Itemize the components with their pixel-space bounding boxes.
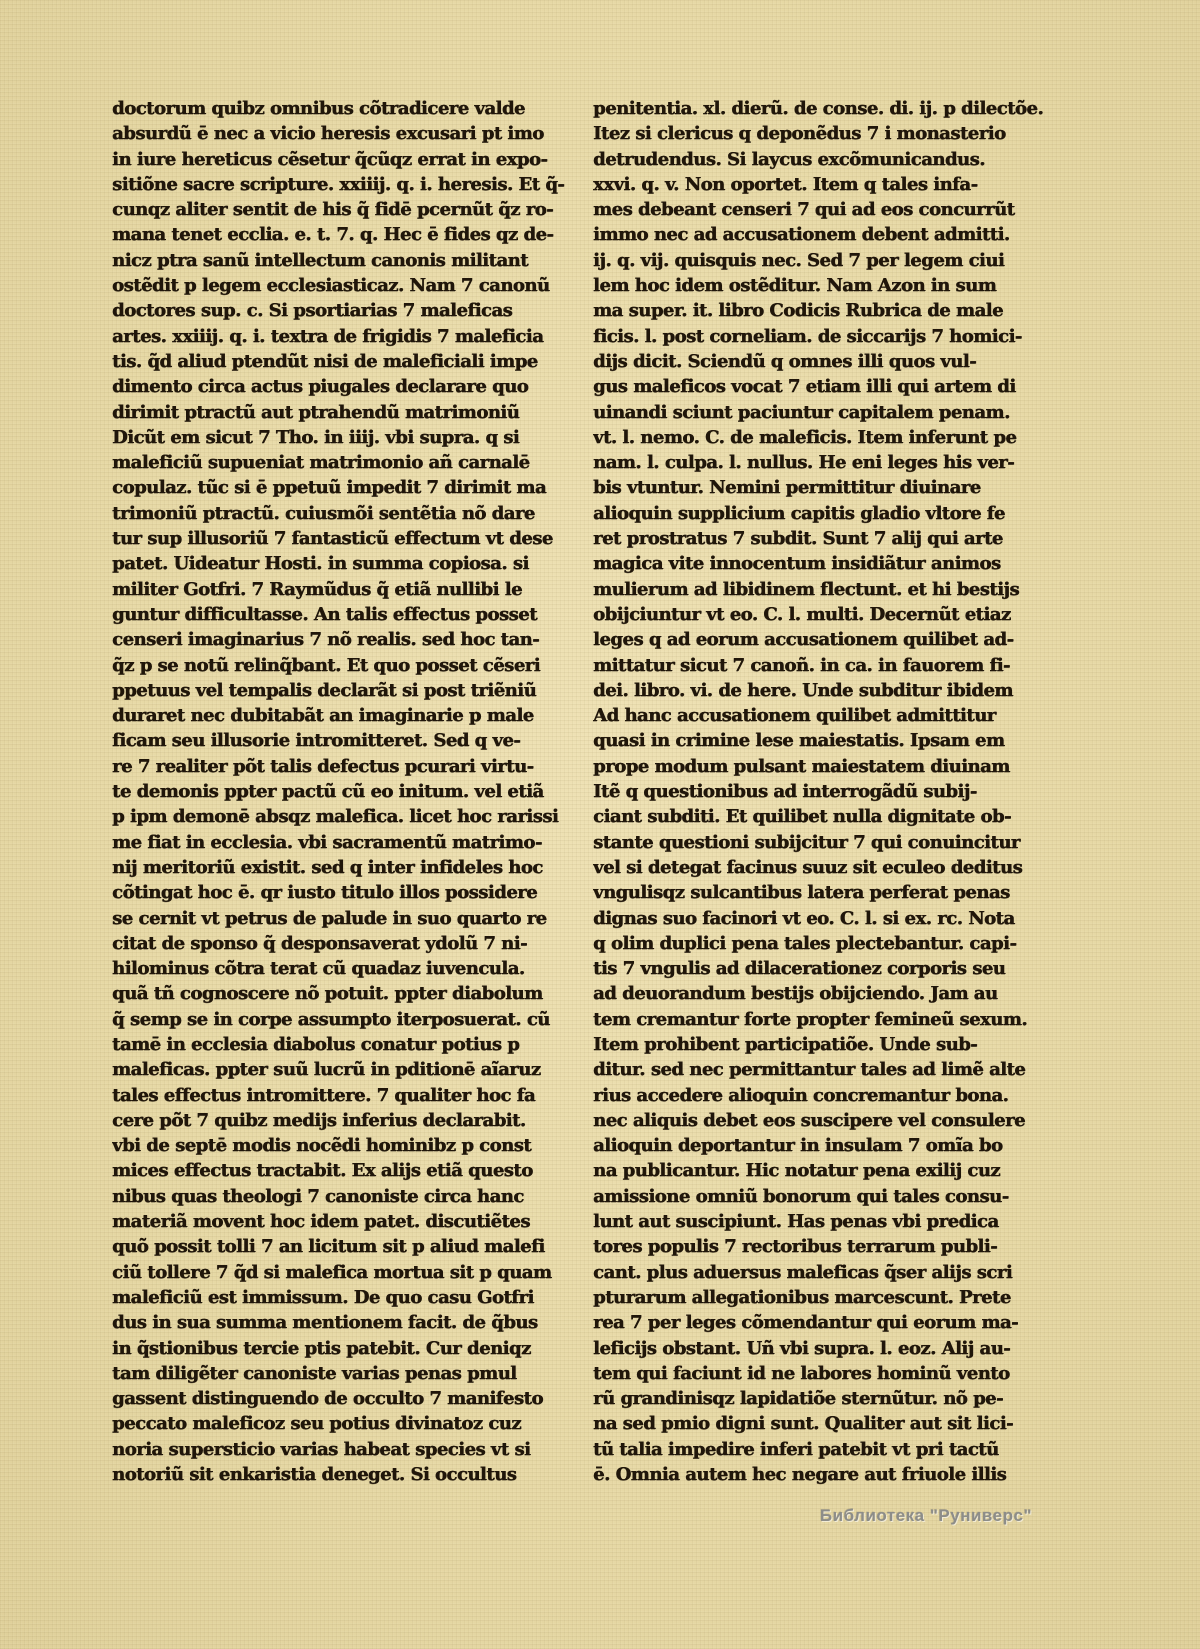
- text-line: gassent distinguendo de occulto 7 manifesto: [112, 1388, 543, 1410]
- text-line: notoriũ sit enkaristia deneget. Si occultus: [112, 1464, 517, 1486]
- text-line: cere põt 7 quibz medijs inferius declarabit.: [112, 1109, 526, 1131]
- text-line: ppetuus vel tempalis declarãt si post triẽniũ: [112, 679, 537, 701]
- text-line: na sed pmio digni sunt. Qualiter aut sit lici-: [593, 1413, 1014, 1435]
- text-line: dignas suo facinori vt eo. C. l. si ex. rc. Nota: [593, 907, 1015, 929]
- text-line: magica vite innocentum insidiãtur animos: [593, 553, 1001, 575]
- text-block: [112, 96, 1046, 1487]
- text-line: censeri imaginarius 7 nõ realis. sed hoc tan-: [112, 629, 540, 651]
- text-line: tores populis 7 rectoribus terrarum publi-: [593, 1236, 998, 1258]
- text-line: tem qui faciunt id ne labores hominũ vento: [593, 1362, 1010, 1384]
- text-line: quasi in crimine lese maiestatis. Ipsam em: [593, 730, 1005, 752]
- text-line: stante questioni subijcitur 7 qui conuincitur: [593, 831, 1020, 853]
- text-line: doctorum quibz omnibus cõtradicere valde: [112, 98, 525, 119]
- text-line: q olim duplici pena tales plectebantur. capi-: [593, 932, 1017, 954]
- text-line: mana tenet ecclia. e. t. 7. q. Hec ē fides qz de-: [112, 224, 554, 246]
- text-line: artes. xxiiij. q. i. textra de frigidis 7 maleficia: [112, 325, 544, 347]
- text-line: cõtingat hoc ē. qr iusto titulo illos possidere: [112, 882, 538, 904]
- text-line: nibus quas theologi 7 canoniste circa hanc: [112, 1185, 524, 1207]
- text-line: quã tñ cognoscere nõ potuit. ppter diabolum: [112, 983, 543, 1005]
- text-line: nicz ptra sanũ intellectum canonis militant: [112, 249, 528, 271]
- text-line: dus in sua summa mentionem facit. de q̃bus: [112, 1312, 538, 1334]
- text-line: tales effectus intromittere. 7 qualiter hoc fa: [112, 1084, 536, 1106]
- text-line: ma super. it. libro Codicis Rubrica de male: [593, 300, 1003, 322]
- text-line: mes debeant censeri 7 qui ad eos concurrũt: [593, 199, 1015, 221]
- library-watermark: Библиотека "Руниверс": [819, 1506, 1032, 1525]
- text-line: tis. q̃d aliud ptendũt nisi de maleficiali impe: [112, 350, 538, 372]
- text-line: tũ talia impedire inferi patebit vt pri tactũ: [593, 1438, 999, 1460]
- text-line: vel si detegat facinus suuz sit eculeo deditus: [593, 856, 1023, 878]
- text-line: leges q ad eorum accusationem quilibet ad-: [593, 629, 1014, 651]
- text-line: q̃ semp se in corpe assumpto iterposuerat. cũ: [112, 1008, 550, 1030]
- text-line: ficis. l. post corneliam. de siccarijs 7 homici-: [593, 325, 1022, 347]
- text-line: rius accedere alioquin concremantur bona.: [593, 1084, 1009, 1106]
- text-line: ij. q. vij. quisquis nec. Sed 7 per legem ciui: [593, 249, 1005, 271]
- text-line: dimento circa actus piugales declarare quo: [112, 376, 529, 398]
- text-line: tem cremantur forte propter femineũ sexum.: [593, 1008, 1028, 1030]
- text-line: ciant subditi. Et quilibet nulla dignitate ob-: [593, 806, 1011, 828]
- text-line: vngulisqz sulcantibus latera perferat penas: [593, 882, 1010, 904]
- text-line: gus maleficos vocat 7 etiam illi qui artem di: [593, 376, 1016, 398]
- text-line: Itez si clericus q deponẽdus 7 i monasterio: [593, 123, 1006, 145]
- text-line: maleficiũ est immissum. De quo casu Gotfri: [112, 1286, 534, 1308]
- text-line: Ad hanc accusationem quilibet admittitur: [593, 705, 996, 727]
- text-line: dirimit ptractũ aut ptrahendũ matrimoniũ: [112, 401, 520, 423]
- text-line: alioquin supplicium capitis gladio vltore fe: [593, 502, 1005, 524]
- text-line: guntur difficultasse. An talis effectus posset: [112, 603, 537, 625]
- text-line: tis 7 vngulis ad dilacerationez corporis seu: [593, 958, 1006, 980]
- text-line: noria supersticio varias habeat species vt si: [112, 1438, 531, 1460]
- text-line: ciũ tollere 7 q̃d si malefica mortua sit p quam: [112, 1261, 552, 1283]
- text-line: na publicantur. Hic notatur pena exilij cuz: [593, 1160, 1001, 1182]
- text-line: alioquin deportantur in insulam 7 omĩa bo: [593, 1135, 1003, 1157]
- text-line: penitentia. xl. dierũ. de conse. di. ij. p dilectõe.: [593, 98, 1044, 119]
- text-line: leficijs obstant. Uñ vbi supra. l. eoz. Alij au-: [593, 1337, 1011, 1359]
- text-line: rea 7 per leges cõmendantur qui eorum ma-: [593, 1312, 1019, 1334]
- text-line: cant. plus aduersus maleficas q̃ser alijs scri: [593, 1261, 1013, 1283]
- text-line: duraret nec dubitabãt an imaginarie p male: [112, 705, 534, 727]
- right-column: [593, 96, 1046, 1487]
- text-line: militer Gotfri. 7 Raymũdus q̃ etiã nullibi le: [112, 578, 522, 600]
- text-line: nij meritoriũ existit. sed q inter infideles hoc: [112, 856, 543, 878]
- text-line: doctores sup. c. Si psortiarias 7 maleficas: [112, 300, 513, 322]
- text-line: sitiõne sacre scripture. xxiiij. q. i. heresis. Et q̃-: [112, 173, 565, 195]
- text-line: patet. Uideatur Hosti. in summa copiosa. si: [112, 553, 529, 575]
- text-line: vbi de septē modis nocẽdi hominibz p const: [112, 1135, 532, 1157]
- text-line: mittatur sicut 7 canoñ. in ca. in fauorem fi-: [593, 654, 1010, 676]
- text-line: maleficiũ supueniat matrimonio añ carnalē: [112, 452, 530, 474]
- text-line: copulaz. tũc si ē ppetuũ impedit 7 dirimit ma: [112, 477, 546, 499]
- text-line: nam. l. culpa. l. nullus. He eni leges his ver-: [593, 452, 1015, 474]
- text-line: lunt aut suscipiunt. Has penas vbi predica: [593, 1211, 999, 1233]
- text-line: cunqz aliter sentit de his q̃ fidē pcernũt q̃z ro-: [112, 199, 554, 221]
- text-line: ficam seu illusorie intromitteret. Sed q ve-: [112, 730, 521, 752]
- text-line: materiã movent hoc idem patet. discutiẽtes: [112, 1211, 530, 1233]
- text-line: obijciuntur vt eo. C. l. multi. Decernũt etiaz: [593, 603, 1011, 625]
- text-line: mulierum ad libidinem flectunt. et hi bestijs: [593, 578, 1020, 600]
- text-line: dijs dicit. Sciendũ q omnes illi quos vul-: [593, 350, 977, 372]
- text-line: quõ possit tolli 7 an licitum sit p aliud malefi: [112, 1236, 545, 1258]
- text-line: tur sup illusoriũ 7 fantasticũ effectum vt dese: [112, 528, 553, 550]
- text-line: ditur. sed nec permittantur tales ad limẽ alte: [593, 1059, 1026, 1081]
- text-line: citat de sponso q̃ desponsaverat ydolũ 7 ni-: [112, 932, 527, 954]
- text-line: se cernit vt petrus de palude in suo quarto re: [112, 907, 547, 929]
- text-line: detrudendus. Si laycus excõmunicandus.: [593, 148, 985, 170]
- text-line: pturarum allegationibus marcescunt. Prete: [593, 1286, 1011, 1308]
- text-line: mices effectus tractabit. Ex alijs etiã questo: [112, 1160, 533, 1182]
- text-line: tam diligẽter canoniste varias penas pmul: [112, 1362, 517, 1384]
- text-line: rũ grandinisqz lapidatiõe sternũtur. nõ pe-: [593, 1388, 1003, 1410]
- text-line: ret prostratus 7 subdit. Sunt 7 alij qui arte: [593, 528, 1003, 550]
- text-line: ad deuorandum bestijs obijciendo. Jam au: [593, 983, 998, 1005]
- text-line: amissione omniũ bonorum qui tales consu-: [593, 1185, 1009, 1207]
- text-line: q̃z p se notũ relinq̃bant. Et quo posset cẽseri: [112, 654, 540, 676]
- text-line: Item prohibent participatiõe. Unde sub-: [593, 1033, 978, 1055]
- text-line: uinandi sciunt paciuntur capitalem penam.: [593, 401, 1010, 423]
- text-line: nec aliquis debet eos suscipere vel consulere: [593, 1109, 1025, 1131]
- text-line: peccato maleficoz seu potius divinatoz cuz: [112, 1413, 521, 1435]
- text-line: trimoniũ ptractũ. cuiusmõi sentẽtia nõ dare: [112, 502, 535, 524]
- text-line: lem hoc idem ostẽditur. Nam Azon in sum: [593, 275, 997, 297]
- text-line: bis vtuntur. Nemini permittitur diuinare: [593, 477, 981, 499]
- text-line: in q̃stionibus tercie ptis patebit. Cur deniqz: [112, 1337, 531, 1359]
- text-line: xxvi. q. v. Non oportet. Item q tales infa-: [593, 173, 978, 195]
- text-line: dei. libro. vi. de here. Unde subditur ibidem: [593, 679, 1013, 701]
- text-line: hilominus cõtra terat cũ quadaz iuvencula.: [112, 958, 525, 980]
- text-line: p ipm demonē absqz malefica. licet hoc rarissi: [112, 806, 559, 828]
- text-line: immo nec ad accusationem debent admitti.: [593, 224, 1010, 246]
- text-line: prope modum pulsant maiestatem diuinam: [593, 755, 1010, 777]
- text-line: absurdũ ē nec a vicio heresis excusari pt imo: [112, 123, 544, 145]
- text-line: in iure hereticus cẽsetur q̃cũqz errat in expo-: [112, 148, 548, 170]
- text-line: ē. Omnia autem hec negare aut friuole illis: [593, 1464, 1007, 1486]
- text-line: maleficas. ppter suũ lucrũ in pditionē aĩaruz: [112, 1059, 541, 1081]
- text-line: Itẽ q questionibus ad interrogãdũ subij-: [593, 781, 977, 803]
- text-line: tamē in ecclesia diabolus conatur potius p: [112, 1033, 520, 1055]
- left-column: [112, 96, 565, 1487]
- text-line: te demonis ppter pactũ cũ eo initum. vel etiã: [112, 781, 544, 803]
- text-line: Dicũt em sicut 7 Tho. in iiij. vbi supra. q si: [112, 426, 520, 448]
- text-line: re 7 realiter põt talis defectus pcurari virtu-: [112, 755, 534, 777]
- text-line: vt. l. nemo. C. de maleficis. Item inferunt pe: [593, 426, 1017, 448]
- text-line: ostẽdit p legem ecclesiasticaz. Nam 7 canonũ: [112, 275, 550, 297]
- text-line: me fiat in ecclesia. vbi sacramentũ matrimo-: [112, 831, 542, 853]
